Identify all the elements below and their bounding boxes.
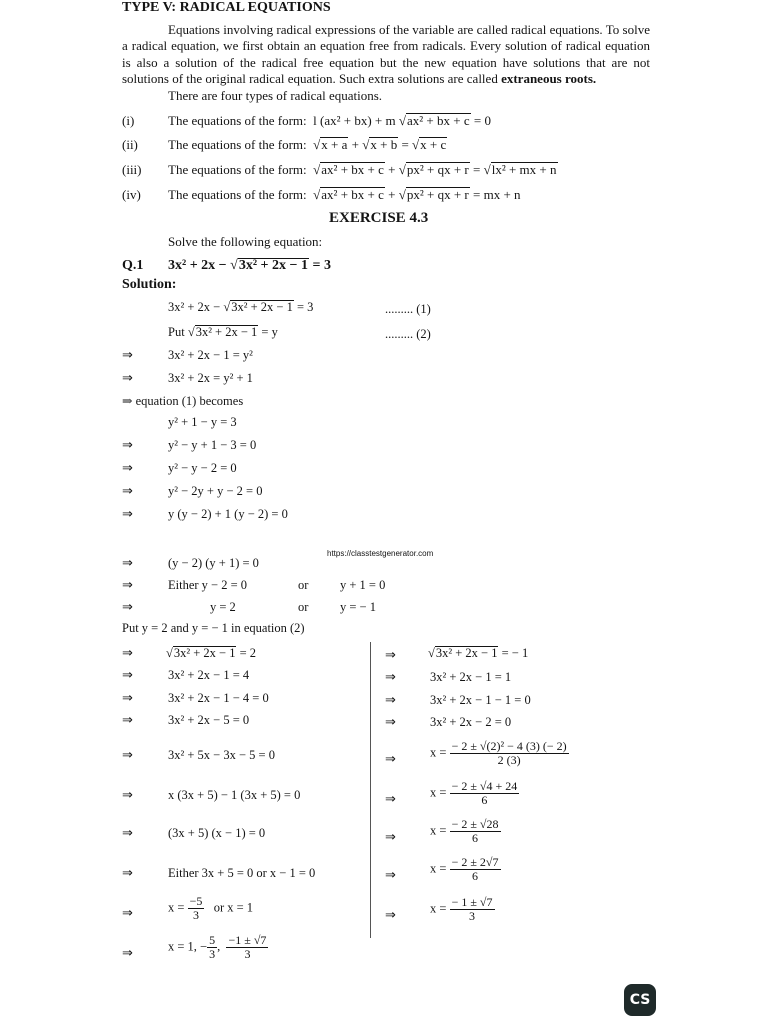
step-6: y² + 1 − y = 3 <box>168 415 237 429</box>
implies-arrow: ⇒ <box>122 906 133 921</box>
fraction <box>450 780 520 807</box>
implies-arrow: ⇒ <box>385 693 396 708</box>
radicand: px² + qx + r <box>406 162 469 177</box>
type-label: The equations of the form: <box>168 162 307 177</box>
type-label: The equations of the form: <box>168 137 307 152</box>
radicand: lx² + mx + n <box>491 162 557 177</box>
left-step-6: x (3x + 5) − 1 (3x + 5) = 0 <box>168 788 301 802</box>
numerator: − 1 ± √7 <box>451 895 493 909</box>
step-9: y² − 2y + y − 2 = 0 <box>168 484 263 498</box>
numerator: 5 <box>209 933 216 947</box>
left-step-7: (3x + 5) (x − 1) = 0 <box>168 826 266 840</box>
fraction <box>450 896 495 923</box>
radicand: 3x² + 2x − 1 <box>231 300 293 314</box>
implies-arrow: ⇒ <box>122 713 133 728</box>
solution-label: Solution: <box>122 277 177 292</box>
eq-part: or x = 1 <box>213 900 254 915</box>
question-number: Q.1 <box>122 258 144 273</box>
type-num-1: (i) <box>122 113 135 128</box>
implies-arrow: ⇒ <box>385 908 396 923</box>
eq-part: = − 1 <box>498 646 529 660</box>
fraction <box>450 740 569 767</box>
left-step-2: 3x² + 2x − 1 = 4 <box>168 668 250 682</box>
fraction <box>188 895 205 922</box>
types-intro: There are four types of radical equations. <box>168 88 383 103</box>
right-step-2: 3x² + 2x − 1 = 1 <box>430 670 512 684</box>
implies-arrow: ⇒ <box>122 371 133 386</box>
type-label: The equations of the form: <box>168 113 307 128</box>
question-equation: 3x² + 2x − √3x² + 2x − 1 = 3 <box>168 258 331 273</box>
right-step-4: 3x² + 2x − 2 = 0 <box>430 715 512 729</box>
type-3: The equations of the form: √ax² + bx + c + √px² + qx + r = √lx² + mx + n <box>168 162 557 177</box>
left-step-5: 3x² + 5x − 3x − 5 = 0 <box>168 748 275 762</box>
type-1: The equations of the form: l (ax² + bx) + m √ax² + bx + c = 0 <box>168 113 491 128</box>
type-label: The equations of the form: <box>168 187 307 202</box>
step-10: y (y − 2) + 1 (y − 2) = 0 <box>168 507 288 521</box>
type-num-3: (iii) <box>122 162 142 177</box>
exercise-instruction: Solve the following equation: <box>168 234 323 249</box>
eq-part: x = <box>430 823 447 838</box>
eq-part: = 2 <box>236 646 257 660</box>
source-url: https://classtestgenerator.com <box>327 549 434 558</box>
right-step-7 <box>430 818 501 845</box>
denominator: 3 <box>469 909 476 923</box>
left-step-9 <box>168 895 253 922</box>
numerator: − 2 ± √4 + 24 <box>451 779 518 793</box>
left-step-1: √3x² + 2x − 1 = 2 <box>166 646 257 660</box>
eq-part: = 3 <box>309 258 331 273</box>
numerator: −5 <box>189 894 203 908</box>
numerator: − 2 ± √28 <box>451 817 499 831</box>
eq-part: = 3 <box>293 300 314 314</box>
denominator: 3 <box>244 947 251 961</box>
denominator: 6 <box>481 793 488 807</box>
fraction <box>207 934 217 961</box>
step-1: 3x² + 2x − √3x² + 2x − 1 = 3 <box>168 300 314 314</box>
implies-arrow: ⇒ <box>122 438 133 453</box>
denominator: 6 <box>472 831 479 845</box>
radicand: x + c <box>420 137 447 152</box>
implies-arrow: ⇒ <box>122 866 133 881</box>
section-heading: TYPE V: RADICAL EQUATIONS <box>122 0 331 15</box>
fraction <box>450 818 501 845</box>
step-13a: y = 2 <box>210 600 236 614</box>
implies-arrow: ⇒ <box>122 668 133 683</box>
radicand: x + b <box>370 137 398 152</box>
denominator: 6 <box>472 869 479 883</box>
fraction <box>226 934 268 961</box>
radicand: 3x² + 2x − 1 <box>173 646 236 660</box>
implies-arrow: ⇒ <box>122 578 133 593</box>
exercise-title: EXERCISE 4.3 <box>329 210 429 226</box>
denominator: 3 <box>192 908 199 922</box>
implies-arrow: ⇒ <box>122 748 133 763</box>
eq-part: Put <box>168 325 188 339</box>
step-14: Put y = 2 and y = − 1 in equation (2) <box>122 621 305 635</box>
intro-paragraph: Equations involving radical expressions of the variable are called radical equations. To solve a radical equation, we first obtain an equation free from radicals. Every solution of radical equation is also a solution of the radical free equation but the new equation have solutions that are not solutions of the original radical equation. Such extra solutions are called <box>122 22 650 86</box>
step-12a: Either y − 2 = 0 <box>168 578 248 592</box>
type-expr: = 0 <box>470 113 491 128</box>
step-7: y² − y + 1 − 3 = 0 <box>168 438 257 452</box>
step-8: y² − y − 2 = 0 <box>168 461 237 475</box>
right-step-9 <box>430 896 495 923</box>
radicand: ax² + bx + c <box>407 113 470 128</box>
radicand: 3x² + 2x − 1 <box>238 258 308 273</box>
implies-arrow: ⇒ <box>385 715 396 730</box>
step-5: ⇒ equation (1) becomes <box>122 394 244 408</box>
numerator: − 2 ± 2√7 <box>451 855 499 869</box>
eq-part: 3x² + 2x − <box>168 300 224 314</box>
radicand: ax² + bx + c <box>321 187 384 202</box>
implies-arrow: ⇒ <box>122 484 133 499</box>
implies-arrow: ⇒ <box>122 348 133 363</box>
step-4: 3x² + 2x = y² + 1 <box>168 371 253 385</box>
right-step-3: 3x² + 2x − 1 − 1 = 0 <box>430 693 531 707</box>
step-13b: y = − 1 <box>340 600 376 614</box>
type-4: The equations of the form: √ax² + bx + c + √px² + qx + r = mx + n <box>168 187 521 202</box>
type-num-2: (ii) <box>122 137 138 152</box>
implies-arrow: ⇒ <box>122 946 133 961</box>
implies-arrow: ⇒ <box>385 792 396 807</box>
implies-arrow: ⇒ <box>122 646 133 661</box>
eq-part: = y <box>258 325 278 339</box>
denominator: 2 (3) <box>497 753 521 767</box>
step-3: 3x² + 2x − 1 = y² <box>168 348 253 362</box>
implies-arrow: ⇒ <box>122 826 133 841</box>
eq-part: x = <box>430 901 447 916</box>
type-expr: = mx + n <box>469 187 521 202</box>
intro-text <box>122 22 650 87</box>
implies-arrow: ⇒ <box>122 788 133 803</box>
implies-arrow: ⇒ <box>385 670 396 685</box>
implies-arrow: ⇒ <box>122 600 133 615</box>
column-divider <box>370 642 371 938</box>
eq-ref-2: ......... (2) <box>385 327 431 341</box>
or-word: or <box>298 600 309 614</box>
implies-arrow: ⇒ <box>385 830 396 845</box>
extraneous-roots-term: extraneous roots. <box>501 70 597 86</box>
step-11: (y − 2) (y + 1) = 0 <box>168 556 259 570</box>
eq-part: x = <box>430 861 447 876</box>
radicand: ax² + bx + c <box>321 162 384 177</box>
implies-arrow: ⇒ <box>122 507 133 522</box>
type-2: The equations of the form: √x + a + √x + b = √x + c <box>168 137 447 152</box>
type-num-4: (iv) <box>122 187 141 202</box>
or-word: or <box>298 578 309 592</box>
left-step-10: x = 1, − $\frac{5}{3}$ , $\frac{-1 \pm √7}{3}$ <box>168 933 267 961</box>
camscanner-logo: CS <box>624 984 656 1016</box>
eq-part: x = <box>430 785 447 800</box>
right-step-8 <box>430 856 501 883</box>
implies-arrow: ⇒ <box>385 868 396 883</box>
left-step-3: 3x² + 2x − 1 − 4 = 0 <box>168 691 269 705</box>
radicand: 3x² + 2x − 1 <box>435 646 498 660</box>
step-2: Put √3x² + 2x − 1 = y <box>168 325 278 339</box>
eq-part: x = <box>168 900 188 915</box>
eq-ref-1: ......... (1) <box>385 302 431 316</box>
left-step-4: 3x² + 2x − 5 = 0 <box>168 713 250 727</box>
implies-arrow: ⇒ <box>385 648 396 663</box>
implies-arrow: ⇒ <box>122 556 133 571</box>
radicand: px² + qx + r <box>406 187 469 202</box>
eq-part: x = 1, − <box>168 939 208 954</box>
step-12b: y + 1 = 0 <box>340 578 386 592</box>
right-step-5 <box>430 740 569 767</box>
implies-arrow: ⇒ <box>122 691 133 706</box>
denominator: 3 <box>209 947 216 961</box>
eq-part: x = <box>430 745 447 760</box>
numerator: −1 ± √7 <box>228 933 267 947</box>
left-step-8: Either 3x + 5 = 0 or x − 1 = 0 <box>168 866 316 880</box>
right-step-6 <box>430 780 519 807</box>
eq-part: 3x² + 2x − <box>168 258 231 273</box>
type-expr: l (ax² + bx) + m <box>313 113 399 128</box>
implies-arrow: ⇒ <box>122 461 133 476</box>
radicand: x + a <box>321 137 348 152</box>
right-step-1: √3x² + 2x − 1 = − 1 <box>428 646 529 660</box>
numerator: − 2 ± √(2)² − 4 (3) (− 2) <box>451 739 567 753</box>
fraction <box>450 856 501 883</box>
implies-arrow: ⇒ <box>385 752 396 767</box>
radicand: 3x² + 2x − 1 <box>195 325 258 339</box>
